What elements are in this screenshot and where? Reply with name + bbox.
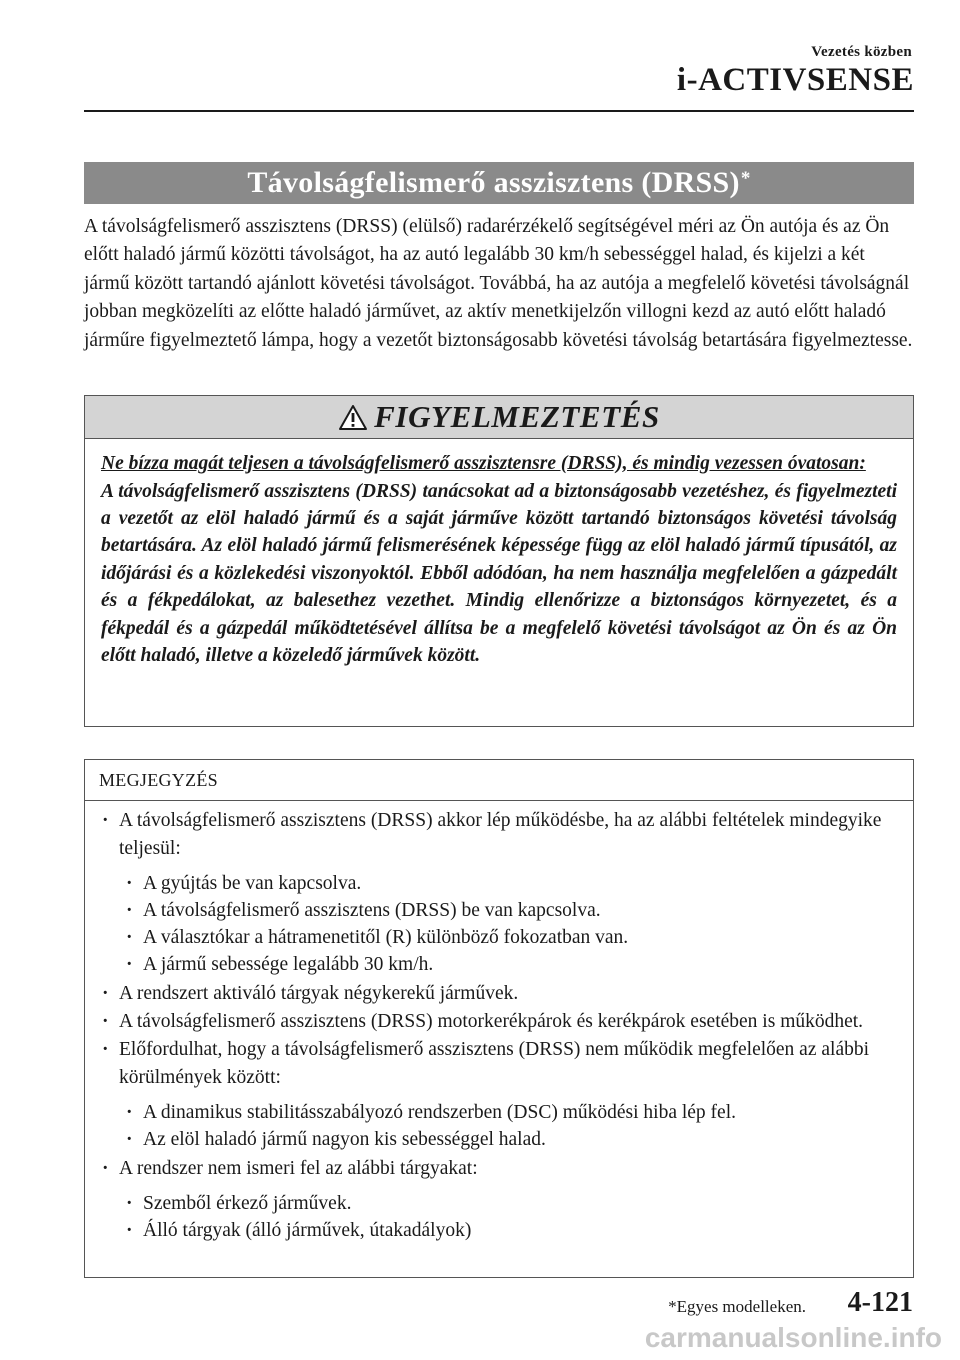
- note-subitem: · A gyújtás be van kapcsolva.: [99, 870, 899, 897]
- warning-title: FIGYELMEZTETÉS: [374, 399, 660, 434]
- note-subitem: · Az elöl haladó jármű nagyon kis sebességgel halad.: [99, 1126, 899, 1153]
- note-subitem: · A távolságfelismerő asszisztens (DRSS) be van kapcsolva.: [99, 897, 899, 924]
- note-subitem: · Szemből érkező járművek.: [99, 1190, 899, 1217]
- optional-equipment-marker: *: [740, 168, 751, 189]
- note-item-not-detected: · A rendszer nem ismeri fel az alábbi tárgyakat:: [99, 1155, 899, 1183]
- warning-body: [85, 439, 913, 669]
- page-title: [84, 162, 914, 204]
- note-item-malfunction: · Előfordulhat, hogy a távolságfelismerő asszisztens (DRSS) nem működik megfelelően az alábbi körülmények között:: [99, 1036, 899, 1092]
- header-divider: [84, 110, 914, 112]
- watermark: carmanualsonline.info: [644, 1322, 942, 1353]
- note-box: [84, 759, 914, 1278]
- note-subitem: · A dinamikus stabilitásszabályozó rendszerben (DSC) működési hiba lép fel.: [99, 1099, 899, 1126]
- note-subitem: · A választókar a hátramenetitől (R) különböző fokozatban van.: [99, 924, 899, 951]
- section-title: i-ACTIVSENSE: [676, 62, 914, 98]
- note-item-activation: · A távolságfelismerő asszisztens (DRSS) akkor lép működésbe, ha az alábbi feltételek mindegyike teljesül:: [99, 807, 899, 863]
- warning-text: A távolságfelismerő asszisztens (DRSS) tanácsokat ad a biztonságosabb vezetéshez, és figyelmezteti a vezetőt az elöl haladó jármű és a saját járműve között tartandó biztonságos követési távolság betartására. Az elöl haladó jármű felismerésének képessége függ az elöl haladó jármű típusától, az időjárási és a közlekedési viszonyoktól. Ebből adódóan, ha nem használja megfelelően a gázpedált és a fékpedálokat, az balesethez vezethet. Mindig ellenőrizze a biztonságos környezetet, és a fékpedál és a gázpedál működtetésével állítsa be a megfelelő követési távolságot az Ön és az Ön előtt haladó, illetve a közeledő járművek között.: [101, 480, 897, 666]
- intro-paragraph: A távolságfelismerő asszisztens (DRSS) (elülső) radarérzékelő segítségével méri az Ön autója és az Ön előtt haladó jármű közötti távolságot, ha az autó legalább 30 km/h sebességgel halad, és kijelzi a két jármű között tartandó ajánlott követési távolságot. Továbbá, ha az autója a megfelelő követési távolságnál jobban megközelíti az előtte haladó járművet, az aktív menetkijelzőn villogni kezd az autó előtt haladó járműre figyelmeztető lámpa, hogy a vezetőt biztonságosabb követési távolság betartására figyelmeztesse.: [84, 216, 913, 351]
- note-item-targets: · A rendszert aktiváló tárgyak négykerekű járművek.: [99, 980, 899, 1008]
- chapter-title: Vezetés közben: [811, 44, 912, 60]
- warning-lead: Ne bízza magát teljesen a távolságfelismerő asszisztensre (DRSS), és mindig vezessen óvatosan:: [101, 453, 866, 474]
- note-title: MEGJEGYZÉS: [85, 760, 913, 801]
- note-subitem: · A jármű sebessége legalább 30 km/h.: [99, 951, 899, 978]
- note-body: [85, 801, 913, 1244]
- footnote: *Egyes modelleken.: [668, 1297, 806, 1316]
- note-item-motorcycles: · A távolságfelismerő asszisztens (DRSS) motorkerékpárok és kerékpárok esetében is működhet.: [99, 1008, 899, 1036]
- warning-triangle-icon: [338, 404, 368, 431]
- page-number: 4-121: [847, 1287, 913, 1318]
- warning-box: [84, 395, 914, 727]
- page-title-text: Távolságfelismerő asszisztens (DRSS): [247, 166, 740, 199]
- warning-header: [85, 396, 913, 439]
- note-subitem: · Álló tárgyak (álló járművek, útakadályok): [99, 1217, 899, 1244]
